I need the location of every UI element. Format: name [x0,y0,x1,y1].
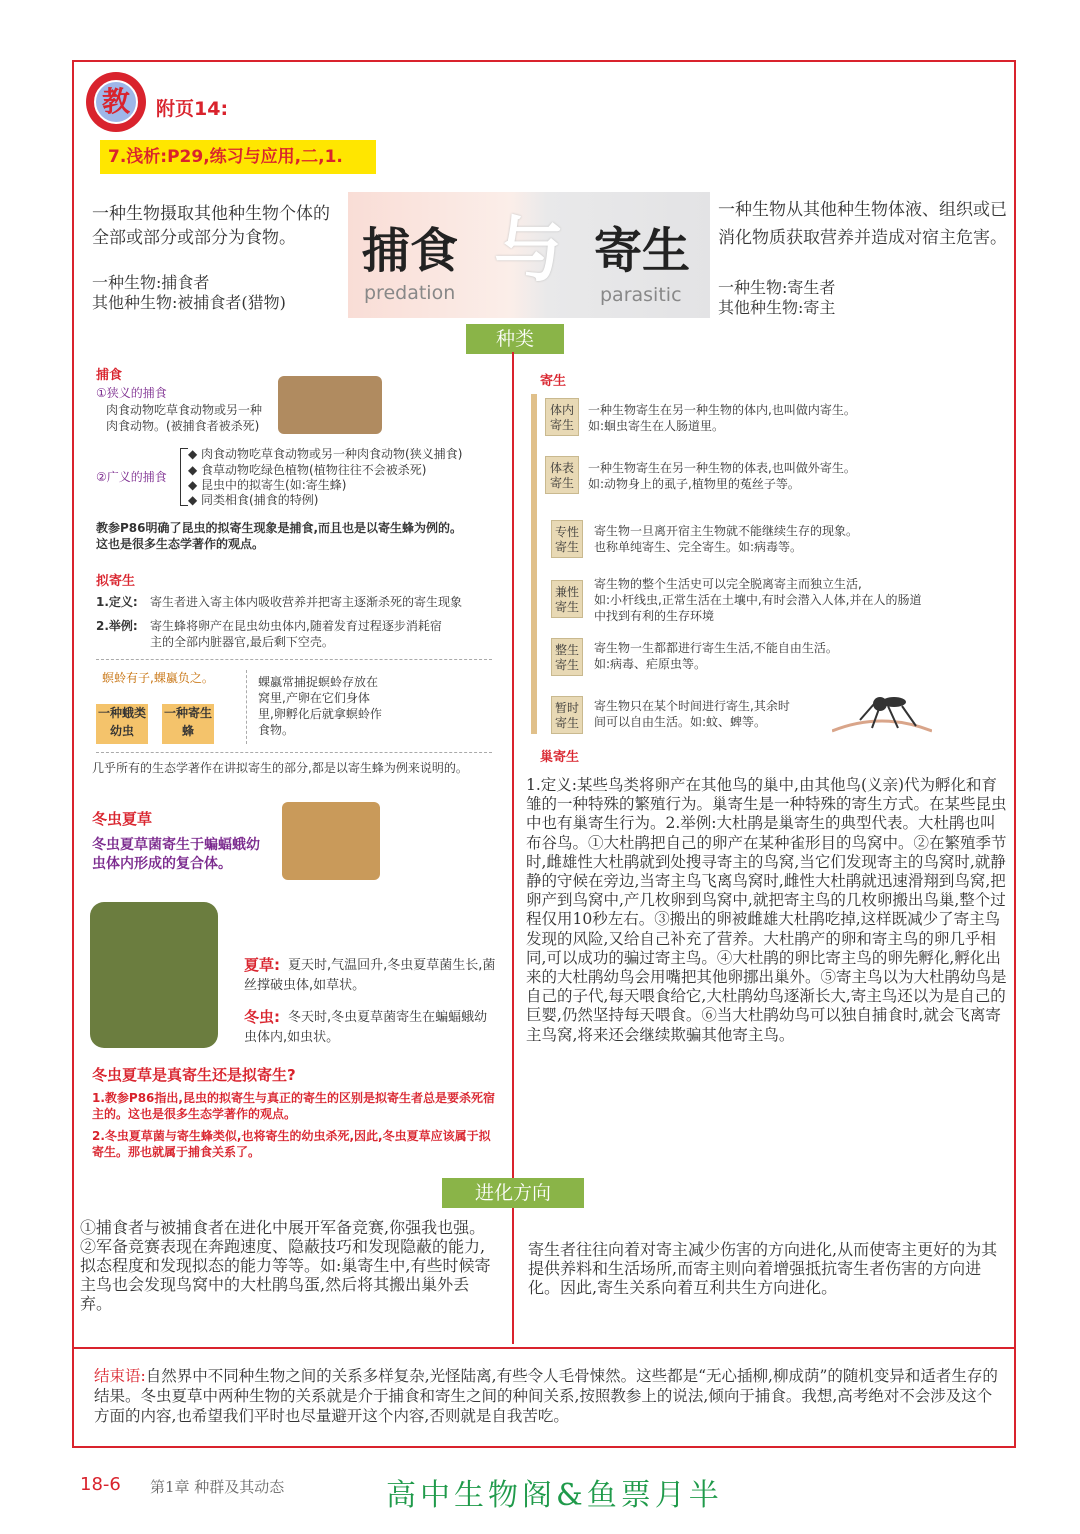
moth-larva-box: 一种蛾类幼虫 [96,704,148,744]
brood-parasitism-text: 1.定义:某些鸟类将卵产在其他鸟的巢中,由其他鸟(义亲)代为孵化和育雏的一种特殊的繁殖行为。巢寄生是一种特殊的寄生方式。在某些昆虫中也有巢寄生行为。2.举例:大杜鹃是巢寄生的典型代表。大杜鹃也叫布谷鸟。①大杜鹃把自己的卵产在某种雀形目的鸟窝中。②在繁殖季节时,雌雄性大杜鹃就到处搜寻寄主的鸟窝,当它们发现寄主的鸟窝时,就静静的守候在旁边,当寄主鸟飞离鸟窝时,雌性大杜鹃就迅速滑翔到鸟窝,把卵产到鸟窝中,产几枚卵到鸟窝中,就把寄主鸟的几枚卵搬出鸟巢,整个过程仅用10秒左右。③搬出的卵被雌雄大杜鹃吃掉,这样既减少了寄主鸟发现的风险,又给自己补充了营养。大杜鹃产的卵和寄主鸟的卵几乎相同,可以成功的骗过寄主鸟。④大杜鹃的卵比寄主鸟的卵先孵化,孵化出来的大杜鹃幼鸟会用嘴把其他卵挪出巢外。⑤寄主鸟以为大杜鹃幼鸟是自己的子代,每天喂食给它,大杜鹃幼鸟逐渐长大,寄主鸟还以为是自己的巨婴,仍然坚持每天喂食。⑥当大杜鹃幼鸟可以独自捕食时,就会飞离寄主鸟窝,将来还会继续欺骗其他寄主鸟。 [526,776,1007,1044]
cordyceps-field-photo [90,902,218,1048]
broad-predation-bracket [180,448,188,506]
narrow-predation-text1: 肉食动物吃草食动物或另一种 [106,403,263,417]
permanent-text2: 如:病毒、疟原虫等。 [594,657,707,671]
luoying-text: 蜾蠃常捕捉螟蛉存放在窝里,产卵在它们身体里,卵孵化后就拿螟蛉作食物。 [258,675,382,737]
title-predation: 捕食 [362,223,459,279]
conclusion-text: 自然界中不同种生物之间的关系多样复杂,光怪陆离,有些令人毛骨悚然。这些都是“无心插柳,柳成荫”的随机变异和适者生存的结果。冬虫夏草中两种生物的关系就是介于捕食和寄生之间的种间关系,按照教参上的说法,倾向于捕食。我想,高考绝对不会涉及这个方面的内容,也希望我们平时也尽量避开这个内容,否则就是自我苦吃。 [94,1367,998,1425]
mosquito-icon [832,676,932,736]
conclusion-divider [74,1347,1014,1349]
cordyceps-heading: 冬虫夏草 [92,810,153,828]
obligate-text2: 也称单纯寄生、完全寄生。如:病毒等。 [594,540,803,554]
facultative-text1: 寄生物的整个生活史可以完全脱离寄主而独立生活, [594,577,862,591]
pill-ectoparasite: 体表寄生 [545,456,579,494]
question-answer-1: 1.教参P86指出,昆虫的拟寄生与真正的寄生的区别是拟寄生者总是要杀死宿主的。这也是很多生态学著作的观点。 [92,1091,495,1121]
predation-heading: 捕食 [96,368,123,383]
teacher-badge [86,72,146,132]
brand-watermark: 高中生物阁&鱼票月半 [386,1478,723,1513]
chapter-title: 第1章 种群及其动态 [150,1478,285,1496]
parasitic-wasp-box: 一种寄生蜂 [162,704,214,744]
broad-item-3: ◆ 昆虫中的拟寄生(如:寄生蜂) [188,478,347,492]
evolution-predation-text: ①捕食者与被捕食者在进化中展开军备竞赛,你强我也强。②军备竞赛表现在奔跑速度、隐蔽技巧和发现隐蔽的能力,拟态程度和发现拟态的能力等等。如:巢寄生中,有些时候寄主鸟也会发现鸟窝中的大杜鹃鸟蛋,然后将其搬出巢外丢弃。 [80,1218,491,1313]
types-tag: 种类 [466,324,564,354]
divider-v [246,670,247,744]
endoparasite-text2: 如:蛔虫寄生在人肠道里。 [588,419,725,433]
title-parasitism: 寄生 [594,223,691,279]
winter-worm-label: 冬虫: [244,1008,280,1026]
title-banner [348,192,710,318]
conclusion-label: 结束语: [94,1367,146,1385]
winter-worm-text: 冬天时,冬虫夏草菌寄生在蝙蝠蛾幼虫体内,如虫状。 [244,1010,488,1045]
evolution-parasitism-text: 寄生者往往向着对寄主减少伤害的方向进化,从而使寄主更好的为其提供养料和生活场所,而寄主则向着增强抵抗寄生者伤害的方向进化。因此,寄生关系向着互利共生方向进化。 [528,1240,998,1297]
parasitoid-def-text: 寄生者进入寄主体内吸收营养并把寄主逐渐杀死的寄生现象 [150,595,463,609]
broad-item-4: ◆ 同类相食(捕食的特例) [188,493,319,507]
predation-predator: 一种生物:捕食者 [92,273,210,292]
parasitoid-note: 几乎所有的生态学著作在讲拟寄生的部分,都是以寄生蜂为例来说明的。 [92,761,468,775]
summer-grass-label: 夏草: [244,956,280,974]
page-number: 18-6 [80,1474,121,1495]
endoparasite-text1: 一种生物寄生在另一种生物的体内,也叫做内寄生。 [588,403,856,417]
analysis-banner: 7.浅析:P29,练习与应用,二,1. [100,140,376,174]
badge-label: 教 [94,80,138,124]
ectoparasite-text1: 一种生物寄生在另一种生物的体表,也叫做外寄生。 [588,461,856,475]
summer-grass-text: 夏天时,气温回升,冬虫夏草菌生长,菌丝撑破虫体,如草状。 [244,958,496,993]
predation-definition: 一种生物摄取其他种生物个体的全部或部分或部分为食物。 [92,204,330,248]
temporary-text1: 寄生物只在某个时间进行寄生,其余时 [594,699,790,713]
divider-2 [96,752,492,753]
parasitoid-ex-label: 2.举例: [96,619,138,633]
pill-obligate: 专性寄生 [551,520,583,558]
divider-1 [96,659,492,660]
parasitoid-ex-text1: 寄生蜂将卵产在昆虫幼虫体内,随着发育过程逐步消耗宿 [150,619,442,633]
facultative-text2: 如:小杆线虫,正常生活在土壤中,有时会潜入人体,并在人的肠道中找到有利的生存环境 [594,593,922,623]
narrow-predation-title: ①狭义的捕食 [96,386,167,400]
obligate-text1: 寄生物一旦离开宿主生物就不能继续生存的现象。 [594,524,859,538]
question-answer-2: 2.冬虫夏草菌与寄生蜂类似,也将寄生的幼虫杀死,因此,冬虫夏草应该属于拟寄生。那也就属于捕食关系了。 [92,1129,491,1159]
question-heading: 冬虫夏草是真寄生还是拟寄生? [92,1066,296,1084]
mingling-quote: 螟蛉有子,蜾蠃负之。 [102,671,214,685]
title-and: 与 [494,209,564,291]
parasitoid-ex-text2: 主的全部内脏器官,最后剩下空壳。 [150,635,334,649]
antelope-photo [278,376,382,434]
broad-item-2: ◆ 食草动物吃绿色植物(植物往往不会被杀死) [188,463,427,477]
parasitism-definition: 一种生物从其他种生物体液、组织或已消化物质获取营养并造成对宿主危害。 [718,200,1007,248]
pill-temporary: 暂时寄生 [551,696,583,734]
parasitoid-heading: 拟寄生 [96,574,136,589]
jiaocan-note2: 这也是很多生态学著作的观点。 [96,537,265,551]
types-bar [531,394,537,734]
appendix-title: 附页14: [156,98,229,120]
narrow-predation-text2: 肉食动物。(被捕食者被杀死) [106,419,260,433]
parasitism-parasite: 一种生物:寄生者 [718,278,836,297]
pill-facultative: 兼性寄生 [551,580,583,618]
cordyceps-desc: 冬虫夏草菌寄生于蝙蝠蛾幼虫体内形成的复合体。 [92,837,260,872]
pill-permanent: 整生寄生 [551,638,583,676]
jiaocan-note1: 教参P86明确了昆虫的拟寄生现象是捕食,而且也是以寄生蜂为例的。 [96,521,463,535]
predation-prey: 其他种生物:被捕食者(猎物) [92,293,286,312]
conclusion [94,1366,1000,1426]
permanent-text1: 寄生物一生都都进行寄生生活,不能自由生活。 [594,641,838,655]
parasitoid-def-label: 1.定义: [96,595,138,609]
title-predation-en: predation [364,282,456,304]
broad-predation-title: ②广义的捕食 [96,470,167,484]
title-parasitic-en: parasitic [600,284,682,306]
temporary-text2: 间可以自由生活。如:蚊、蜱等。 [594,715,767,729]
ectoparasite-text2: 如:动物身上的虱子,植物里的菟丝子等。 [588,477,800,491]
evolution-tag: 进化方向 [442,1178,584,1208]
brood-parasitism-heading: 巢寄生 [540,750,580,765]
pill-endoparasite: 体内寄生 [545,398,579,436]
cordyceps-photo [282,802,380,880]
parasitism-heading: 寄生 [540,374,567,389]
parasitism-host: 其他种生物:寄主 [718,298,836,317]
broad-item-1: ◆ 肉食动物吃草食动物或另一种肉食动物(狭义捕食) [188,447,463,461]
